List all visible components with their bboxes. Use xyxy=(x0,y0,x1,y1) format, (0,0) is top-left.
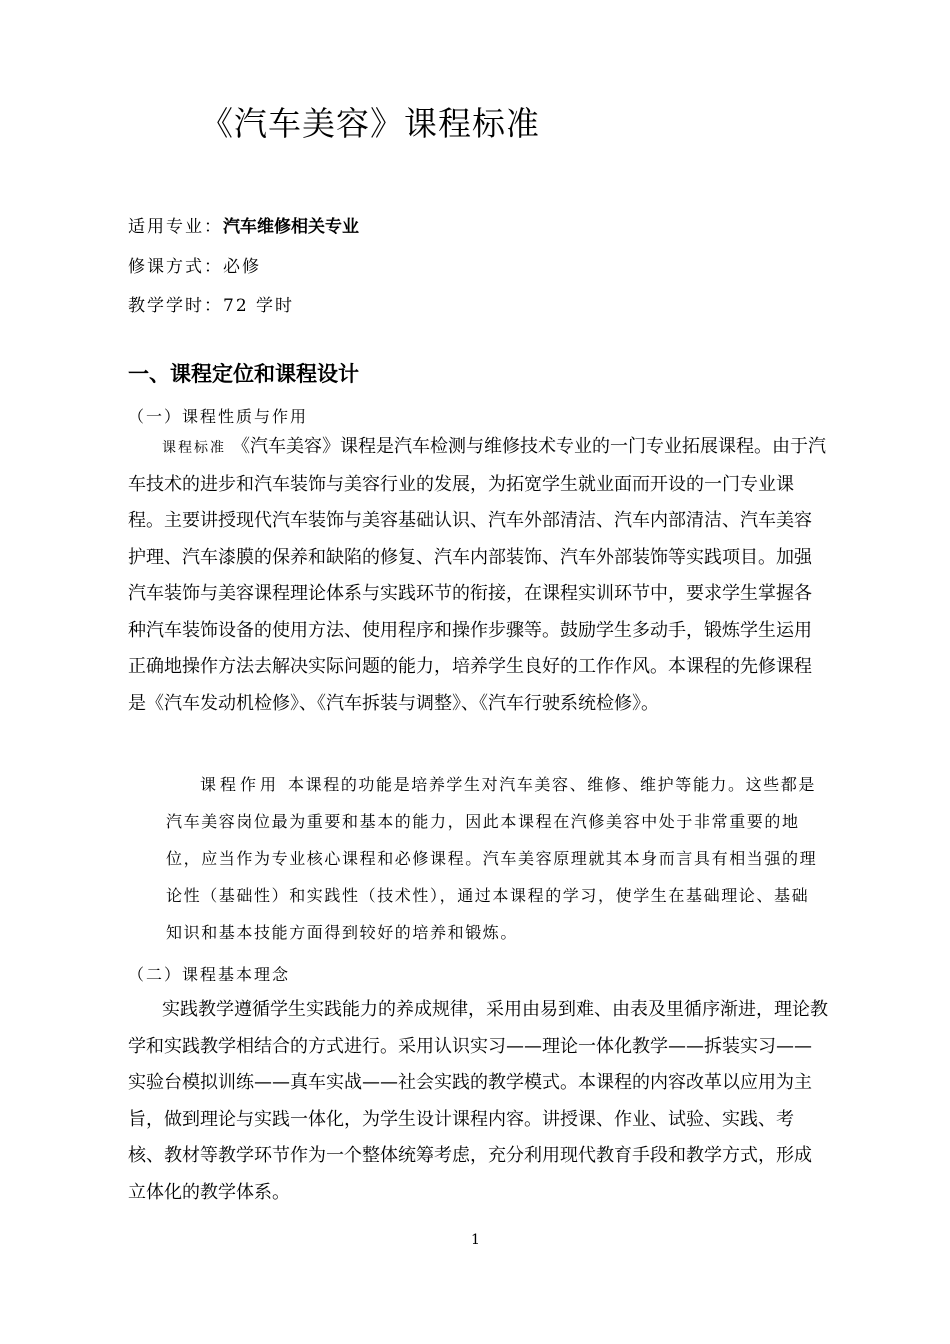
meta-hours-value: 72 学时 xyxy=(223,296,295,316)
meta-mode xyxy=(128,252,261,277)
meta-hours-label: 教学学时： xyxy=(128,296,223,316)
subsection-heading-nature: （一）课程性质与作用 xyxy=(128,407,309,426)
meta-mode-value: 必修 xyxy=(223,257,261,277)
paragraph-basic-philosophy: 实践教学遵循学生实践能力的养成规律，采用由易到难、由表及里循序渐进，理论教学和实践教学相结合的方式进行。采用认识实习——理论一体化教学——拆装实习——实验台模拟训练——真车实战——社会实践的教学模式。本课程的内容改革以应用为主旨，做到理论与实践一体化，为学生设计课程内容。讲授课、作业、试验、实践、考核、教材等教学环节作为一个整体统筹考虑，充分利用现代教育手段和教学方式，形成立体化的教学体系。 xyxy=(128,999,828,1203)
paragraph-lead-label: 课程标准 xyxy=(162,440,226,456)
paragraph-text: 《汽车美容》课程是汽车检测与维修技术专业的一门专业拓展课程。由于汽车技术的进步和汽车装饰与美容行业的发展，为拓宽学生就业面而开设的一门专业课程。主要讲授现代汽车装饰与美容基础认识、汽车外部清洁、汽车内部清洁、汽车美容护理、汽车漆膜的保养和缺陷的修复、汽车内部装饰、汽车外部装饰等实践项目。加强汽车装饰与美容课程理论体系与实践环节的衔接，在课程实训环节中，要求学生掌握各种汽车装饰设备的使用方法、使用程序和操作步骤等。鼓励学生多动手，锻炼学生运用正确地操作方法去解决实际问题的能力，培养学生良好的工作作风。本课程的先修课程是《汽车发动机检修》、《汽车拆装与调整》、《汽车行驶系统检修》。 xyxy=(128,436,826,714)
paragraph-course-function xyxy=(166,766,826,951)
paragraph-course-nature xyxy=(128,429,828,722)
meta-major-label: 适用专业： xyxy=(128,217,223,237)
meta-major xyxy=(128,212,359,237)
section-heading: 一、课程定位和课程设计 xyxy=(128,362,359,386)
meta-hours xyxy=(128,291,294,316)
meta-mode-label: 修课方式： xyxy=(128,257,223,277)
paragraph-lead-label: 课程作用 xyxy=(200,775,281,794)
paragraph-text: 本课程的功能是培养学生对汽车美容、维修、维护等能力。这些都是汽车美容岗位最为重要和基本的能力，因此本课程在汽修美容中处于非常重要的地位，应当作为专业核心课程和必修课程。汽车美容原理就其本身而言具有相当强的理论性（基础性）和实践性（技术性），通过本课程的学习，使学生在基础理论、基础知识和基本技能方面得到较好的培养和锻炼。 xyxy=(166,775,818,942)
meta-major-value: 汽车维修相关专业 xyxy=(223,217,359,237)
document-title: 《汽车美容》课程标准 xyxy=(200,104,540,143)
page-number: 1 xyxy=(471,1232,480,1248)
subsection-heading-philosophy: （二）课程基本理念 xyxy=(128,965,291,984)
